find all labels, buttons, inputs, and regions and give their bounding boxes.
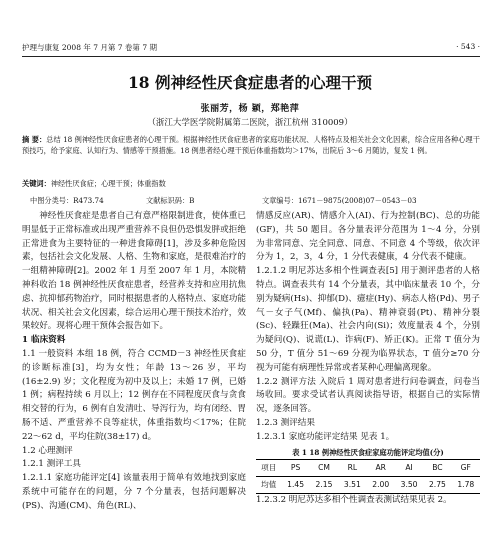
general-info-paragraph: 1.1 一般资料 本组 18 例，符合 CCMD－3 神经性厌食症的诊断标准[3]，均为女性；年龄 13～26 岁，平均(16±2.9) 岁；文化程度为初中及以上；未婚 17 例，已婚 1 例；病程持续 6 月以上；12 例存在不同程度厌食与贪食相交替的行为，6 例有自发清吐、导泻行为，均有闭经、胃肠不适、严重营养不良等症状，体重指数均＜17%；住院 22～62 d，平均住院(38±17) d。 [22, 348, 246, 442]
document-code: 文献标识码：B [146, 196, 195, 205]
classification-row [22, 196, 480, 206]
table-row [256, 477, 480, 494]
table-cell: 3.51 [343, 480, 361, 490]
clc-number: 中图分类号：R473.74 [30, 196, 104, 205]
table-cell: 2.75 [428, 480, 446, 490]
left-column [22, 210, 246, 514]
table-cell: 1.45 [287, 480, 305, 490]
article-authors: 张丽芳，杨 颖，郑艳萍 [200, 104, 300, 114]
section-heading: 1 临床资料 [22, 335, 66, 346]
abstract-label: 摘 要： [22, 135, 47, 144]
right-column [256, 210, 480, 508]
table-cell: 2.15 [315, 480, 333, 490]
method-paragraph: 1.2.2 测评方法 入院后 1 周对患者进行问卷调查，问卷当场收回。要求受试者认真阅读指导语，根据自己的实际情况，逐条回答。 [256, 376, 480, 415]
keywords-text: 神经性厌食症；心理干预；体重指数 [50, 179, 166, 188]
subsection-heading: 1.2 心理测评 [22, 445, 73, 456]
subsection-heading: 1.2.1 测评工具 [22, 459, 81, 470]
article-affiliation: （浙江大学医学院附属第二医院，浙江杭州 310009） [147, 118, 353, 128]
table-header-cell: AI [405, 463, 413, 473]
table-cell: 2.00 [372, 480, 390, 490]
header-rule [22, 56, 480, 57]
abstract [22, 134, 480, 156]
table-cell: 3.50 [400, 480, 418, 490]
results-heading: 1.2.3 测评结果 [256, 417, 315, 428]
family-assessment-continued: 情感反应(AR)、情感介入(AI)、行为控制(BC)、总的功能(GF)，共 50 题目。各分量表评分范围为 1～4 分，分别为非常同意、完全同意、同意、不同意 4 个等级，依次评分为 1，2，3，4 分，1 分代表健康，4 分代表不健康。 [256, 211, 480, 263]
article-number: 文章编号：1671－9875(2008)07－0543－03 [262, 196, 417, 205]
table-header-cell: RL [347, 463, 358, 473]
keywords-label: 关键词： [22, 179, 51, 188]
article-title: 18 例神经性厌食症患者的心理干预 [128, 73, 372, 92]
intro-paragraph: 神经性厌食症是患者自己有意严格限制进食，使体重已明显低于正常标准或出现严重营养不良但仍恐惧发胖或拒绝正常进食为主要特征的一种进食障碍[1]，涉及多种危险因素，包括社会文化发展、人格、生物和家庭，是很难治疗的一组精神障碍[2]。2002 年 1 月至 2007 年 1 月，本院精神科收治 18 例神经性厌食症患者，经营养支持和应用抗焦虑、抗抑郁药物治疗，同时根据患者的人格特点、家庭功能状况、相关社会文化因素，综合运用心理干预技术治疗，效果较好。现将心理干预体会报告如下。 [22, 211, 246, 332]
table-cell: 1.78 [457, 480, 475, 490]
mmpi-results-line: 1.2.3.2 明尼苏达多相个性调查表测试结果见表 2。 [256, 494, 452, 505]
abstract-text: 总结 18 例神经性厌食症患者的心理干预。根据神经性厌食症患者的家庭功能状况、人格特点及相关社会文化因素，综合应用各种心理干预技巧，给予家庭、认知行为、情感等干预措施。18 例患者经心理干预后体重指数均＞17%，出院后 3～6 月随访，复发 1 例。 [22, 135, 480, 155]
table-header-cell: AR [375, 463, 386, 473]
page-number: · 543 · [456, 42, 480, 51]
family-assessment-paragraph: 1.2.1.1 家庭功能评定[4] 该量表用于简单有效地找到家庭系统中可能存在的问题，分 7 个分量表，包括问题解决(PS)、沟通(CM)、角色(RL)、 [22, 473, 246, 511]
table-header-cell: BC [432, 463, 443, 473]
table-header-cell: PS [290, 463, 301, 473]
keywords [22, 179, 480, 189]
mmpi-paragraph: 1.2.1.2 明尼苏达多相个性调查表[5] 用于测评患者的人格特点。调查表共有 14 个分量表，其中临床量表 10 个，分别为疑病(Hs)、抑郁(D)、癔症(Hy)、病态人格(Pd)、男子气－女子气(Mf)、偏执(Pa)、精神衰弱(Pt)、精神分裂(Sc)、轻躁狂(Ma)、社会内向(Si)；效度量表 4 个，分别为疑问(Q)、说谎(L)、诈病(F)、矫正(K)。正常 T 值分为 50 分，T 值分 51～69 分视为临界状态，T 值分≥70 分视为可能有病理性异常或者某种心理偏离现象。 [256, 266, 480, 373]
table-header-cell: GF [460, 463, 471, 473]
table-header-cell: CM [318, 463, 330, 473]
family-results-line: 1.2.3.1 家庭功能评定结果 见表 1。 [256, 431, 395, 442]
journal-info: 护理与康复 2008 年 7 月第 7 卷第 7 期 [22, 43, 157, 52]
table-caption: 表 1 18 例神经性厌食症家庭功能评定均值(分) [292, 447, 444, 457]
family-function-table [256, 459, 480, 494]
table-cell: 均值 [261, 480, 277, 490]
table-header-row [256, 460, 480, 477]
table-header-cell: 项目 [261, 463, 277, 473]
